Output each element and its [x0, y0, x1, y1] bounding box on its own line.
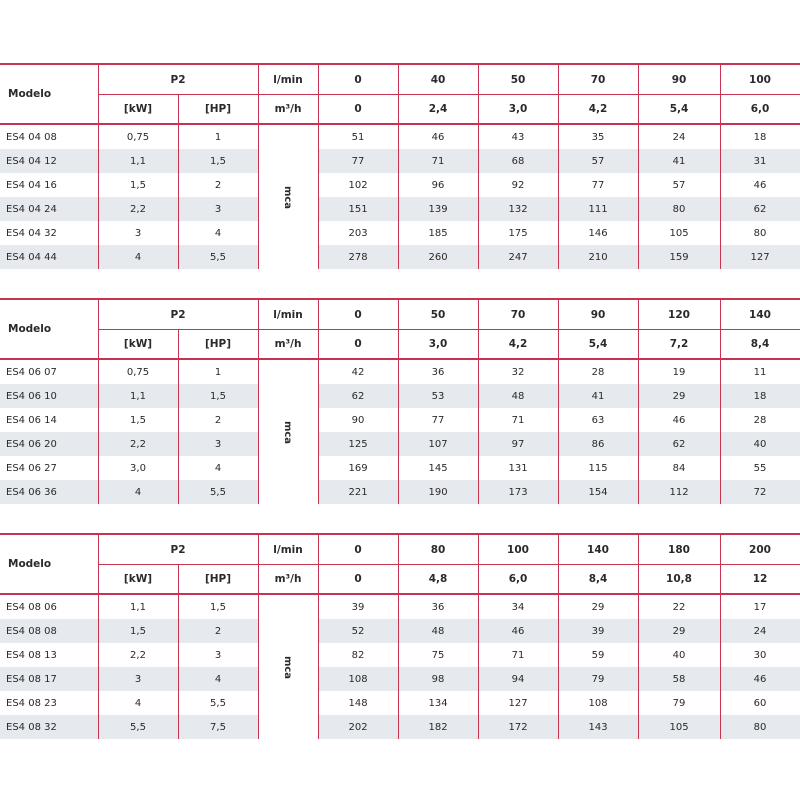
unit-cell	[258, 359, 318, 504]
head-value-cell: 77	[558, 173, 638, 197]
head-value-cell: 102	[318, 173, 398, 197]
head-value-cell: 62	[638, 432, 720, 456]
kw-cell: 3,0	[98, 456, 178, 480]
head-value-cell: 90	[318, 408, 398, 432]
p2-header: P2	[98, 64, 258, 95]
head-value-cell: 71	[478, 408, 558, 432]
pump-spec-table	[0, 63, 800, 269]
head-value-cell: 35	[558, 124, 638, 149]
head-value-cell: 190	[398, 480, 478, 504]
head-value-cell: 52	[318, 619, 398, 643]
head-value-cell: 11	[720, 359, 800, 384]
flow-lmin-value: 40	[398, 64, 478, 95]
flow-m3h-value: 4,2	[558, 95, 638, 125]
model-cell: ES4 04 44	[0, 245, 98, 269]
model-cell: ES4 08 23	[6, 697, 57, 709]
head-value-cell: 105	[638, 715, 720, 739]
head-value-cell: 42	[318, 359, 398, 384]
flow-lmin-value: 50	[478, 64, 558, 95]
head-value-cell: 71	[478, 643, 558, 667]
hp-cell: 3	[178, 432, 258, 456]
head-value-cell: 154	[558, 480, 638, 504]
head-value-cell: 97	[478, 432, 558, 456]
head-value-cell: 40	[638, 643, 720, 667]
flow-m3h-value: 6,0	[720, 95, 800, 125]
table-row	[0, 715, 800, 739]
head-value-cell: 79	[638, 691, 720, 715]
hp-cell: 4	[178, 221, 258, 245]
head-value-cell: 221	[318, 480, 398, 504]
head-value-cell: 29	[638, 384, 720, 408]
head-value-cell: 79	[558, 667, 638, 691]
head-value-cell: 143	[558, 715, 638, 739]
kw-cell: 4	[98, 691, 178, 715]
head-value-cell: 29	[558, 594, 638, 619]
table-row	[0, 643, 800, 667]
model-cell: ES4 06 20	[0, 432, 98, 456]
head-value-cell: 36	[398, 594, 478, 619]
flow-lmin-value: 0	[318, 64, 398, 95]
unit-label: mca	[282, 185, 294, 209]
flow-lmin-value: 50	[398, 299, 478, 330]
model-cell: ES4 06 27	[6, 462, 57, 474]
flow-lmin-value: 100	[478, 534, 558, 565]
flow-lmin-value: 200	[720, 534, 800, 565]
model-cell: ES4 04 32	[6, 227, 57, 239]
model-cell: ES4 08 32	[0, 715, 98, 739]
flow-lmin-value: 100	[720, 64, 800, 95]
model-cell: ES4 04 08	[6, 131, 57, 143]
head-value-cell: 19	[638, 359, 720, 384]
table-row	[0, 480, 800, 504]
flow-lmin-value: 0	[318, 299, 398, 330]
flow-lmin-label: l/min	[258, 534, 318, 565]
pump-spec-table	[0, 298, 800, 504]
hp-cell: 5,5	[178, 245, 258, 269]
head-value-cell: 57	[558, 149, 638, 173]
head-value-cell: 46	[398, 124, 478, 149]
head-value-cell: 172	[478, 715, 558, 739]
flow-m3h-value: 8,4	[720, 330, 800, 360]
head-value-cell: 210	[558, 245, 638, 269]
head-value-cell: 148	[318, 691, 398, 715]
hp-header: [HP]	[178, 95, 258, 125]
flow-m3h-value: 0	[318, 330, 398, 360]
model-column-header: Modelo	[0, 64, 98, 124]
model-cell: ES4 06 10	[0, 384, 98, 408]
flow-lmin-value: 80	[398, 534, 478, 565]
hp-cell: 1,5	[178, 594, 258, 619]
model-cell: ES4 04 12	[0, 149, 98, 173]
head-value-cell: 115	[558, 456, 638, 480]
model-cell: ES4 08 08	[0, 619, 98, 643]
head-value-cell: 173	[478, 480, 558, 504]
flow-lmin-value: 120	[638, 299, 720, 330]
kw-cell: 1,1	[98, 384, 178, 408]
flow-lmin-value: 0	[318, 534, 398, 565]
head-value-cell: 108	[558, 691, 638, 715]
head-value-cell: 125	[318, 432, 398, 456]
head-value-cell: 40	[720, 432, 800, 456]
flow-m3h-label: m³/h	[258, 565, 318, 595]
head-value-cell: 82	[318, 643, 398, 667]
kw-cell: 5,5	[98, 715, 178, 739]
head-value-cell: 202	[318, 715, 398, 739]
kw-header: [kW]	[98, 95, 178, 125]
head-value-cell: 107	[398, 432, 478, 456]
kw-cell: 2,2	[98, 643, 178, 667]
head-value-cell: 146	[558, 221, 638, 245]
p2-header: P2	[98, 534, 258, 565]
head-value-cell: 175	[478, 221, 558, 245]
head-value-cell: 98	[398, 667, 478, 691]
head-value-cell: 39	[558, 619, 638, 643]
unit-label: mca	[282, 655, 294, 679]
head-value-cell: 247	[478, 245, 558, 269]
head-value-cell: 71	[398, 149, 478, 173]
head-value-cell: 132	[478, 197, 558, 221]
head-value-cell: 127	[478, 691, 558, 715]
head-value-cell: 34	[478, 594, 558, 619]
head-value-cell: 159	[638, 245, 720, 269]
head-value-cell: 46	[478, 619, 558, 643]
kw-cell: 0,75	[98, 124, 178, 149]
head-value-cell: 105	[638, 221, 720, 245]
model-cell: ES4 08 17	[0, 667, 98, 691]
flow-m3h-value: 10,8	[638, 565, 720, 595]
flow-lmin-label: l/min	[258, 64, 318, 95]
hp-cell: 7,5	[178, 715, 258, 739]
head-value-cell: 127	[720, 245, 800, 269]
table-row	[0, 124, 800, 149]
kw-header: [kW]	[98, 565, 178, 595]
flow-m3h-value: 0	[318, 565, 398, 595]
table-row	[0, 245, 800, 269]
head-value-cell: 41	[638, 149, 720, 173]
unit-cell	[258, 594, 318, 739]
hp-header: [HP]	[178, 330, 258, 360]
table-row	[0, 359, 800, 384]
head-value-cell: 63	[558, 408, 638, 432]
table-row	[0, 691, 800, 715]
head-value-cell: 57	[638, 173, 720, 197]
hp-cell: 2	[178, 173, 258, 197]
head-value-cell: 75	[398, 643, 478, 667]
head-value-cell: 28	[720, 408, 800, 432]
head-value-cell: 134	[398, 691, 478, 715]
kw-cell: 3	[98, 667, 178, 691]
flow-m3h-value: 3,0	[478, 95, 558, 125]
kw-cell: 3	[98, 221, 178, 245]
head-value-cell: 48	[398, 619, 478, 643]
head-value-cell: 62	[720, 197, 800, 221]
head-value-cell: 92	[478, 173, 558, 197]
head-value-cell: 17	[720, 594, 800, 619]
flow-m3h-label: m³/h	[258, 95, 318, 125]
hp-cell: 1	[178, 124, 258, 149]
hp-cell: 3	[178, 643, 258, 667]
head-value-cell: 96	[398, 173, 478, 197]
head-value-cell: 68	[478, 149, 558, 173]
head-value-cell: 182	[398, 715, 478, 739]
hp-cell: 5,5	[178, 691, 258, 715]
model-cell: ES4 08 13	[6, 649, 57, 661]
table-row	[0, 432, 800, 456]
head-value-cell: 185	[398, 221, 478, 245]
flow-lmin-value: 70	[558, 64, 638, 95]
head-value-cell: 108	[318, 667, 398, 691]
model-cell: ES4 04 16	[6, 179, 57, 191]
hp-cell: 1,5	[178, 384, 258, 408]
head-value-cell: 131	[478, 456, 558, 480]
hp-cell: 2	[178, 619, 258, 643]
p2-header: P2	[98, 299, 258, 330]
flow-m3h-value: 6,0	[478, 565, 558, 595]
kw-header: [kW]	[98, 330, 178, 360]
flow-m3h-value: 4,2	[478, 330, 558, 360]
head-value-cell: 18	[720, 124, 800, 149]
flow-m3h-value: 5,4	[638, 95, 720, 125]
head-value-cell: 46	[720, 667, 800, 691]
hp-cell: 1,5	[178, 149, 258, 173]
head-value-cell: 48	[478, 384, 558, 408]
head-value-cell: 111	[558, 197, 638, 221]
head-value-cell: 24	[638, 124, 720, 149]
flow-m3h-value: 4,8	[398, 565, 478, 595]
head-value-cell: 24	[720, 619, 800, 643]
kw-cell: 0,75	[98, 359, 178, 384]
head-value-cell: 77	[318, 149, 398, 173]
table-row	[0, 408, 800, 432]
head-value-cell: 112	[638, 480, 720, 504]
hp-cell: 1	[178, 359, 258, 384]
flow-lmin-value: 90	[638, 64, 720, 95]
kw-cell: 1,5	[98, 173, 178, 197]
head-value-cell: 22	[638, 594, 720, 619]
head-value-cell: 46	[720, 173, 800, 197]
flow-m3h-value: 3,0	[398, 330, 478, 360]
model-cell: ES4 08 06	[6, 601, 57, 613]
head-value-cell: 46	[638, 408, 720, 432]
flow-lmin-value: 180	[638, 534, 720, 565]
head-value-cell: 62	[318, 384, 398, 408]
head-value-cell: 80	[720, 221, 800, 245]
head-value-cell: 18	[720, 384, 800, 408]
flow-m3h-label: m³/h	[258, 330, 318, 360]
hp-cell: 5,5	[178, 480, 258, 504]
head-value-cell: 30	[720, 643, 800, 667]
unit-cell	[258, 124, 318, 269]
flow-m3h-value: 5,4	[558, 330, 638, 360]
head-value-cell: 28	[558, 359, 638, 384]
head-value-cell: 53	[398, 384, 478, 408]
table-row	[0, 456, 800, 480]
flow-lmin-value: 70	[478, 299, 558, 330]
head-value-cell: 86	[558, 432, 638, 456]
kw-cell: 1,5	[98, 619, 178, 643]
flow-lmin-value: 90	[558, 299, 638, 330]
kw-cell: 1,1	[98, 149, 178, 173]
head-value-cell: 145	[398, 456, 478, 480]
flow-m3h-value: 7,2	[638, 330, 720, 360]
head-value-cell: 29	[638, 619, 720, 643]
table-row	[0, 197, 800, 221]
head-value-cell: 80	[720, 715, 800, 739]
kw-cell: 2,2	[98, 197, 178, 221]
model-column-header: Modelo	[0, 299, 98, 359]
head-value-cell: 260	[398, 245, 478, 269]
head-value-cell: 203	[318, 221, 398, 245]
table-row	[0, 149, 800, 173]
pump-spec-table	[0, 533, 800, 739]
model-column-header: Modelo	[0, 534, 98, 594]
hp-cell: 4	[178, 456, 258, 480]
hp-cell: 2	[178, 408, 258, 432]
model-cell: ES4 04 24	[0, 197, 98, 221]
head-value-cell: 139	[398, 197, 478, 221]
model-cell: ES4 06 07	[6, 366, 57, 378]
table-row	[0, 173, 800, 197]
head-value-cell: 59	[558, 643, 638, 667]
head-value-cell: 84	[638, 456, 720, 480]
head-value-cell: 43	[478, 124, 558, 149]
kw-cell: 1,5	[98, 408, 178, 432]
kw-cell: 2,2	[98, 432, 178, 456]
hp-header: [HP]	[178, 565, 258, 595]
flow-m3h-value: 0	[318, 95, 398, 125]
head-value-cell: 169	[318, 456, 398, 480]
head-value-cell: 72	[720, 480, 800, 504]
table-row	[0, 384, 800, 408]
table-row	[0, 594, 800, 619]
flow-m3h-value: 12	[720, 565, 800, 595]
head-value-cell: 77	[398, 408, 478, 432]
kw-cell: 1,1	[98, 594, 178, 619]
kw-cell: 4	[98, 480, 178, 504]
kw-cell: 4	[98, 245, 178, 269]
flow-m3h-value: 2,4	[398, 95, 478, 125]
head-value-cell: 58	[638, 667, 720, 691]
model-cell: ES4 06 14	[6, 414, 57, 426]
model-cell: ES4 06 36	[0, 480, 98, 504]
head-value-cell: 55	[720, 456, 800, 480]
unit-label: mca	[282, 420, 294, 444]
table-row	[0, 619, 800, 643]
table-row	[0, 667, 800, 691]
head-value-cell: 31	[720, 149, 800, 173]
flow-lmin-value: 140	[558, 534, 638, 565]
flow-m3h-value: 8,4	[558, 565, 638, 595]
head-value-cell: 39	[318, 594, 398, 619]
flow-lmin-value: 140	[720, 299, 800, 330]
table-row	[0, 221, 800, 245]
head-value-cell: 151	[318, 197, 398, 221]
head-value-cell: 278	[318, 245, 398, 269]
head-value-cell: 36	[398, 359, 478, 384]
head-value-cell: 51	[318, 124, 398, 149]
head-value-cell: 60	[720, 691, 800, 715]
head-value-cell: 80	[638, 197, 720, 221]
head-value-cell: 41	[558, 384, 638, 408]
head-value-cell: 94	[478, 667, 558, 691]
hp-cell: 4	[178, 667, 258, 691]
head-value-cell: 32	[478, 359, 558, 384]
flow-lmin-label: l/min	[258, 299, 318, 330]
hp-cell: 3	[178, 197, 258, 221]
